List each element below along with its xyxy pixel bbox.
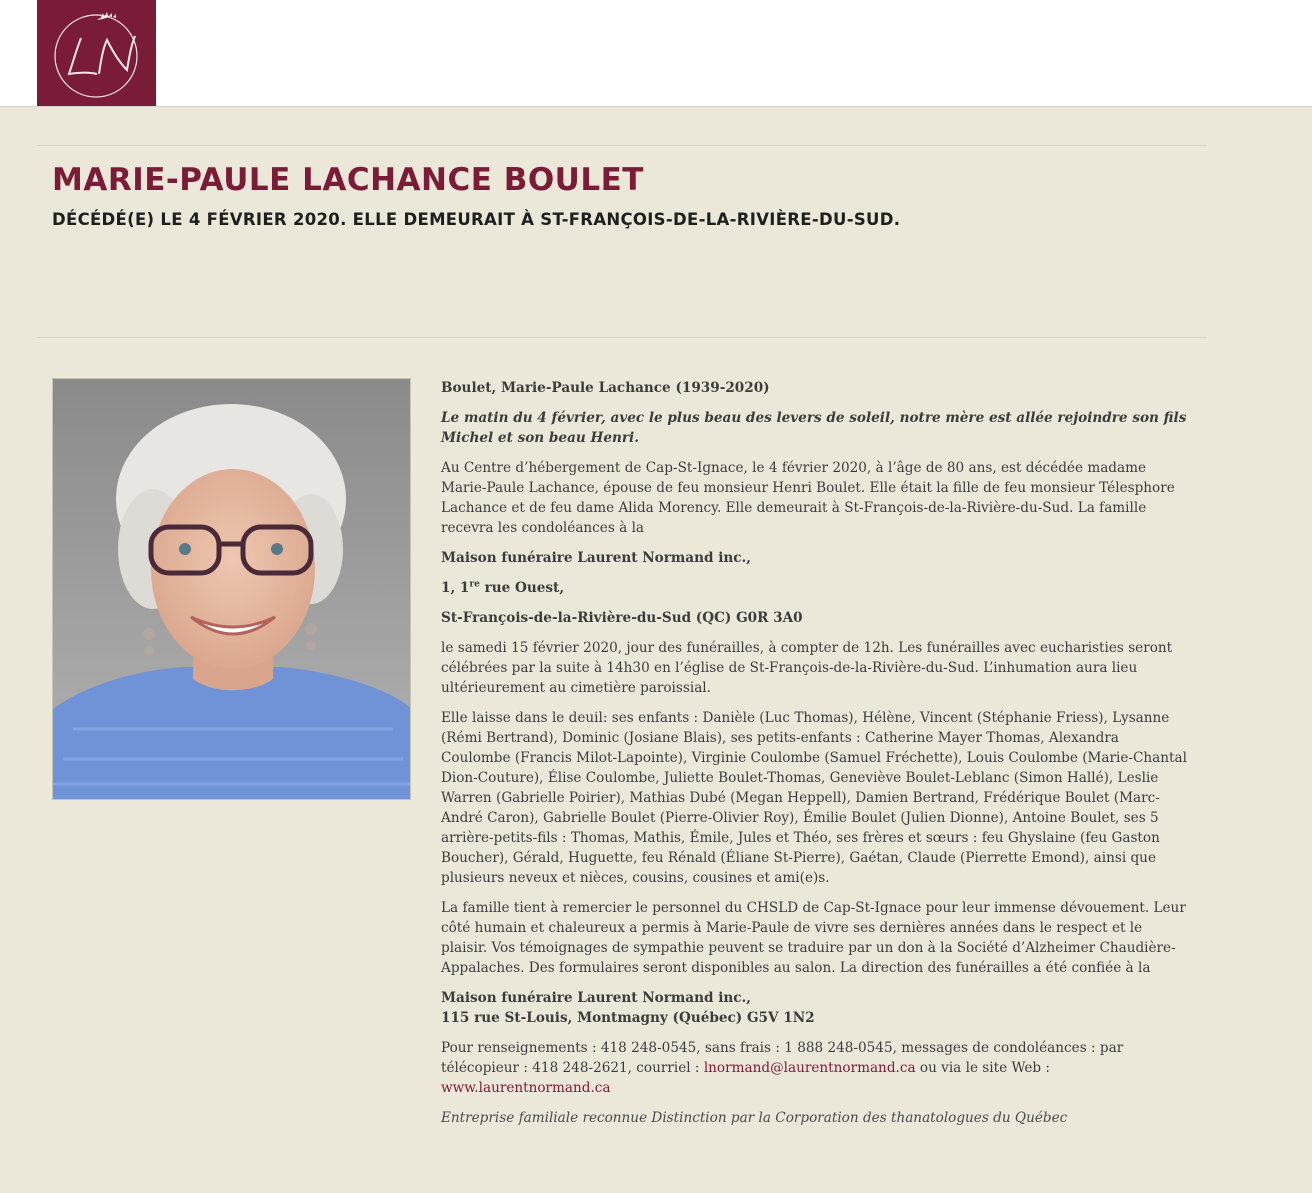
deceased-name: MARIE-PAULE LACHANCE BOULET	[52, 162, 644, 198]
contact-mid-text: ou via le site Web :	[915, 1060, 1050, 1076]
address-superscript: re	[469, 579, 480, 590]
obituary-photo	[52, 378, 411, 800]
obituary-paragraph-4: La famille tient à remercier le personnel du CHSLD de Cap-St-Ignace pour leur immense dévouement. Leur côté humain et chaleureux a permis à Marie-Paule de vivre ses dernières années dans le respect et le plaisir. Vos témoignages de sympathie peuvent se traduire par un don à la Société d’Alzheimer Chaudière-Appalaches. Des formulaires seront disponibles au salon. La direction des funérailles a été confiée à la	[441, 900, 1186, 976]
funeral-home-address-2: 115 rue St-Louis, Montmagny (Québec) G5V 1N2	[441, 1010, 815, 1026]
obituary-heading: Boulet, Marie-Paule Lachance (1939-2020)	[441, 380, 770, 396]
obituary-paragraph-1: Au Centre d’hébergement de Cap-St-Ignace, le 4 février 2020, à l’âge de 80 ans, est décédée madame Marie-Paule Lachance, épouse de feu monsieur Henri Boulet. Elle était la fille de feu monsieur Télesphore Lachance et de feu dame Alida Morency. Elle demeurait à St-François-de-la-Rivière-du-Sud. La famille recevra les condoléances à la	[441, 460, 1175, 536]
obituary-paragraph-2: le samedi 15 février 2020, jour des funérailles, à compter de 12h. Les funérailles avec eucharisties seront célébrées par la suite à 14h30 en l’église de St-François-de-la-Rivière-du-Sud. L’inhumation aura lieu ultérieurement au cimetière paroissial.	[441, 640, 1173, 696]
divider-top	[37, 145, 1207, 146]
email-link[interactable]: lnormand@laurentnormand.ca	[703, 1060, 916, 1076]
site-header	[0, 0, 1312, 107]
contact-text: Pour renseignements : 418 248-0545, sans frais : 1 888 248-0545, messages de condoléances : par télécopieur : 418 248-2621, courriel :	[441, 1040, 1124, 1076]
address-street: rue Ouest,	[479, 580, 565, 596]
obituary-paragraph-3: Elle laisse dans le deuil: ses enfants : Danièle (Luc Thomas), Hélène, Vincent (Stéphanie Friess), Lysanne (Rémi Bertrand), Dominic (Josiane Blais), ses petits-enfants : Catherine Mayer Thomas, Alexandra Coulombe (Francis Milot-Lapointe), Virginie Coulombe (Samuel Fréchette), Louis Coulombe (Marie-Chantal Dion-Couture), Élise Coulombe, Juliette Boulet-Thomas, Geneviève Boulet-Leblanc (Simon Hallé), Leslie Warren (Gabrielle Poirier), Mathias Dubé (Megan Heppell), Damien Bertrand, Frédérique Boulet (Marc-André Caron), Gabrielle Boulet (Pierre-Olivier Roy), Émilie Boulet (Julien Dionne), Antoine Boulet, ses 5 arrière-petits-fils : Thomas, Mathis, Émile, Jules et Théo, ses frères et sœurs : feu Ghyslaine (feu Gaston Boucher), Gérald, Huguette, feu Rénald (Éliane St-Pierre), Gaétan, Claude (Pierrette Emond), ainsi que plusieurs neveux et nièces, cousins, cousines et ami(e)s.	[441, 710, 1187, 886]
obituary-intro: Le matin du 4 février, avec le plus beau des levers de soleil, notre mère est allée rejoindre son fils Michel et son beau Henri.	[441, 410, 1187, 446]
funeral-home-city: St-François-de-la-Rivière-du-Sud (QC) G0R 3A0	[441, 610, 803, 626]
divider-bottom	[37, 337, 1207, 338]
logo-icon	[37, 0, 156, 106]
address-number: 1, 1	[441, 580, 470, 596]
footer-note: Entreprise familiale reconnue Distinction par la Corporation des thanatologues du Québec	[441, 1110, 1068, 1126]
funeral-home-name-2: Maison funéraire Laurent Normand inc.,	[441, 990, 752, 1006]
funeral-home-name: Maison funéraire Laurent Normand inc.,	[441, 550, 752, 566]
portrait-image	[53, 379, 411, 800]
contact-info	[441, 1038, 1191, 1098]
death-notice-subtitle: DÉCÉDÉ(E) LE 4 FÉVRIER 2020. ELLE DEMEURAIT À ST-FRANÇOIS-DE-LA-RIVIÈRE-DU-SUD.	[52, 210, 901, 229]
funeral-home-block-2	[441, 988, 1191, 1028]
ln-monogram-logo[interactable]	[37, 0, 156, 106]
website-link[interactable]: www.laurentnormand.ca	[441, 1080, 611, 1096]
obituary-text	[441, 378, 1191, 1138]
funeral-home-address	[441, 578, 1191, 598]
